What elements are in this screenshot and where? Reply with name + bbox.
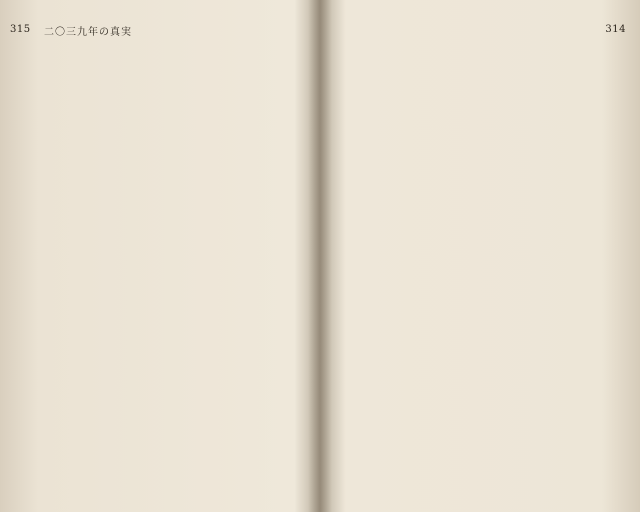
right-page-number: 314: [605, 24, 626, 35]
right-page: [324, 0, 640, 512]
left-page-body: [14, 48, 306, 492]
left-page: [0, 0, 316, 512]
left-page-number: 315: [10, 24, 31, 35]
right-page-body: [334, 48, 630, 492]
running-head: 二〇三九年の真実: [44, 27, 132, 38]
